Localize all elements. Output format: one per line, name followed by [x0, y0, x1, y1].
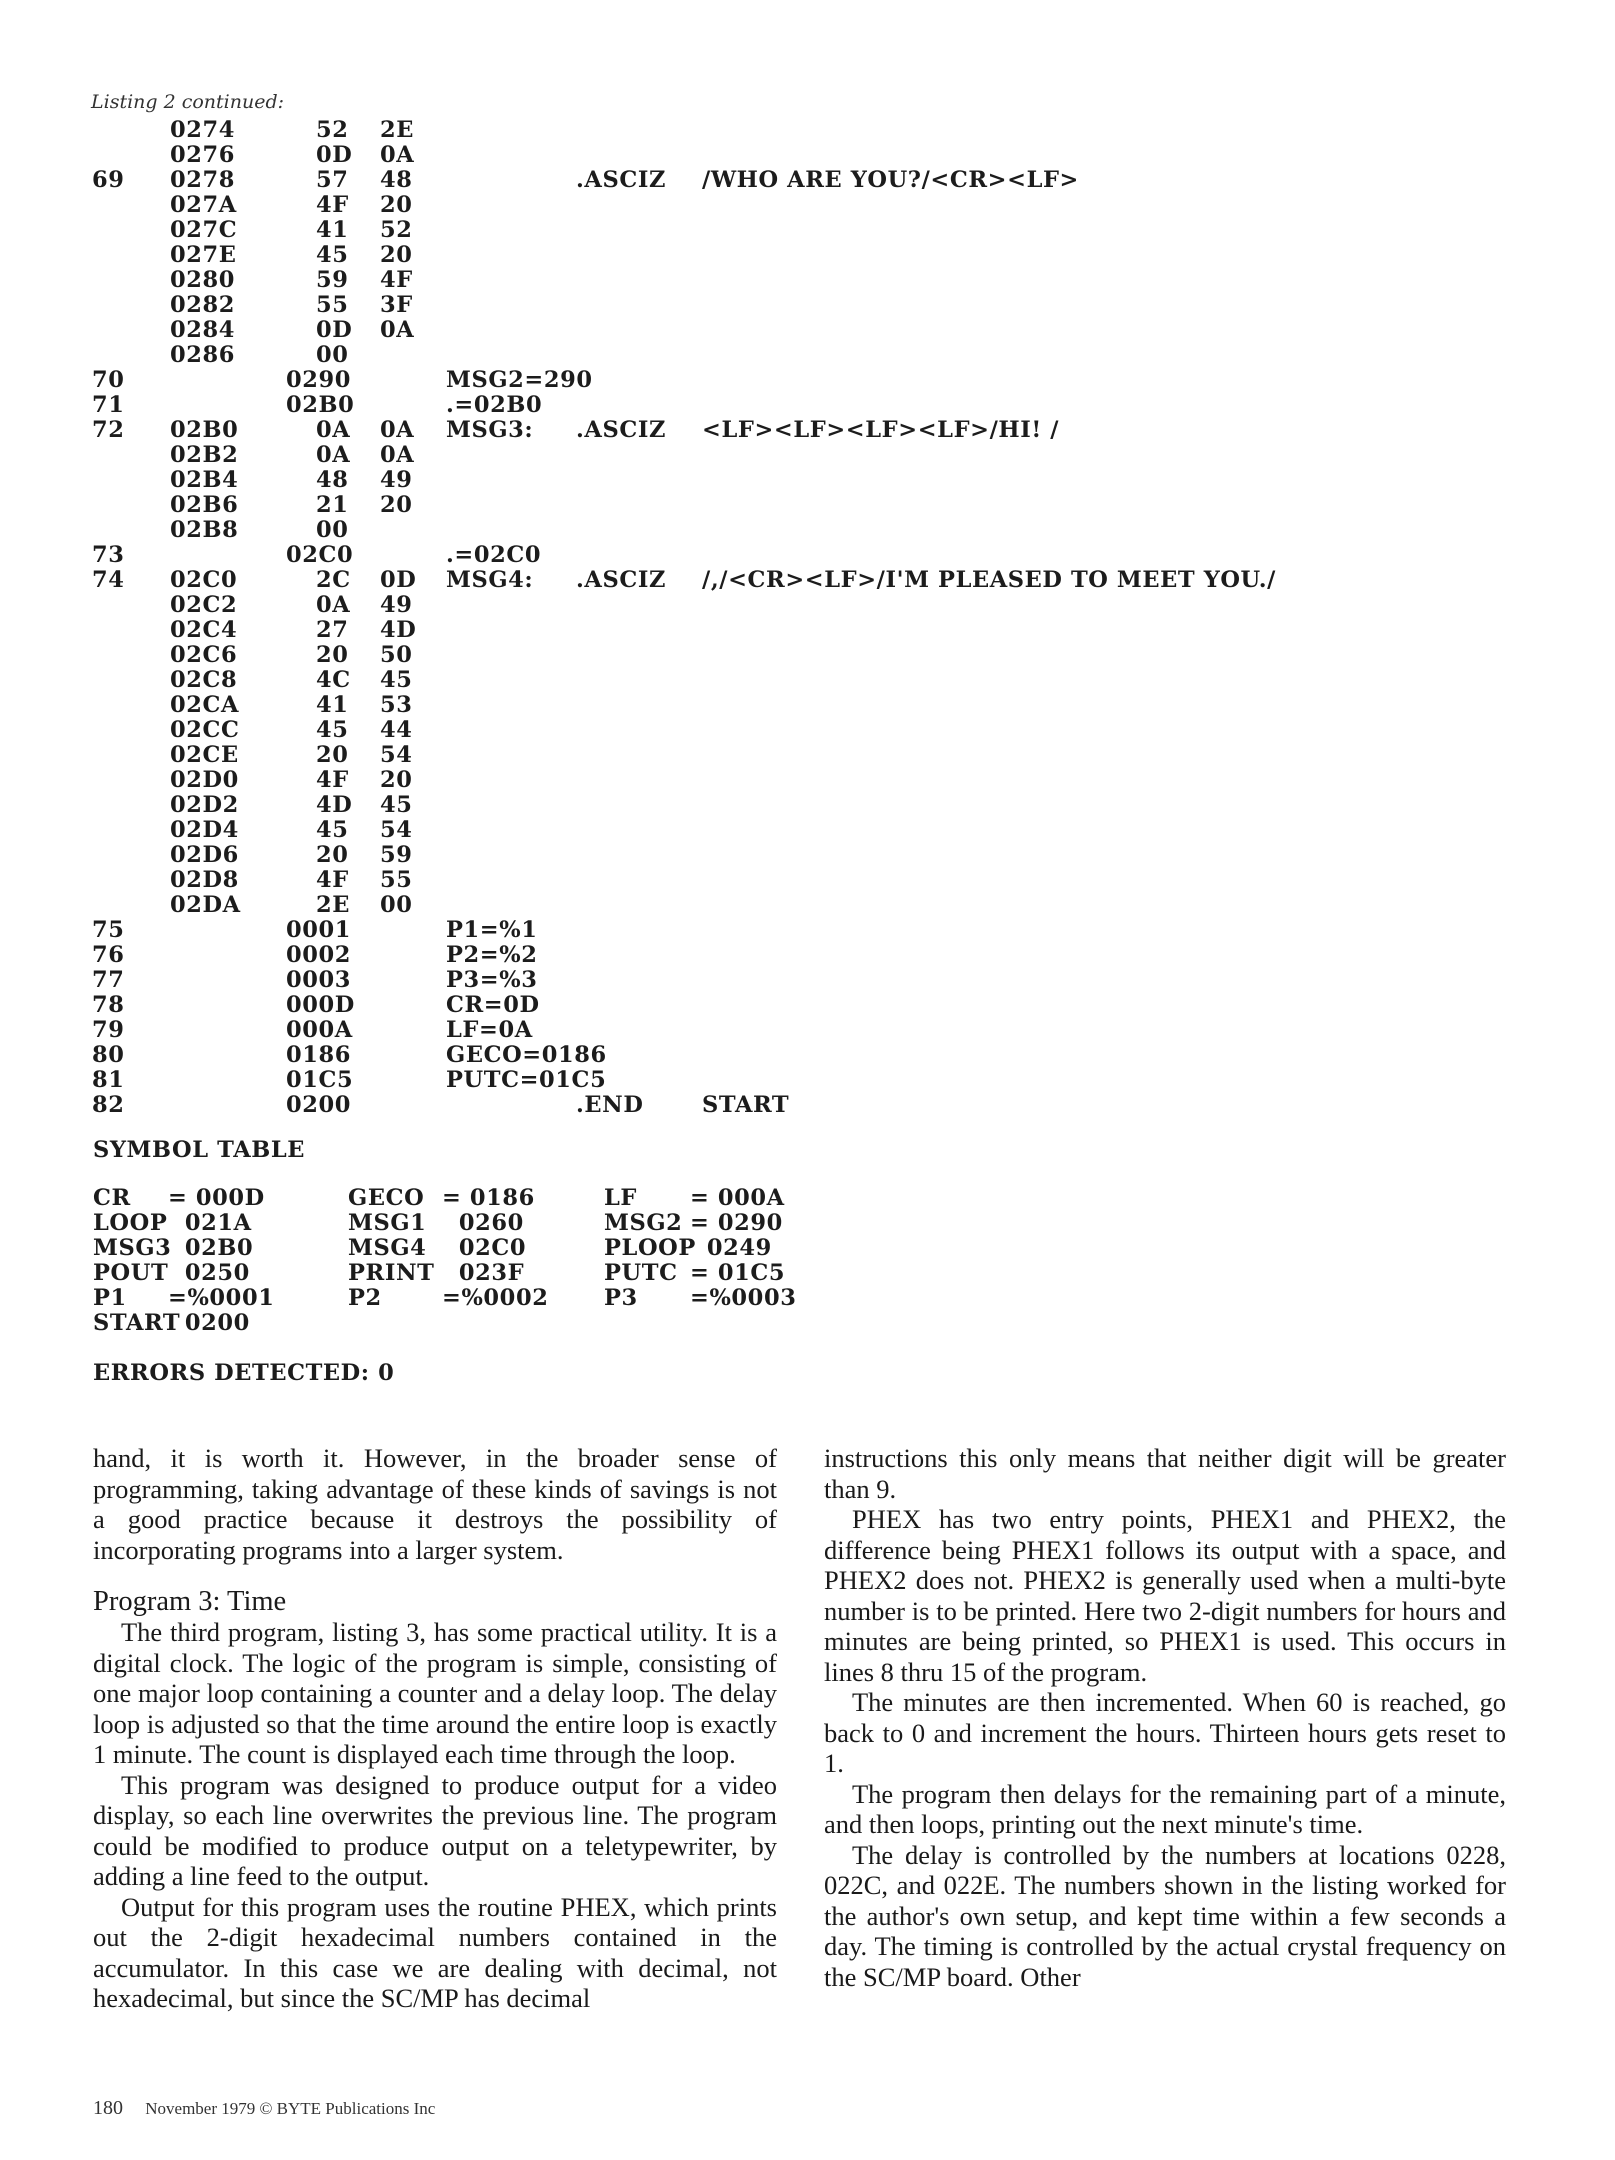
symbol-table-row: [0, 1311, 1615, 1336]
symbol-value: =%0001: [168, 1285, 275, 1311]
byte-2: 54: [380, 742, 413, 768]
listing-row: [0, 618, 1615, 643]
symbol-name: MSG1: [348, 1210, 427, 1236]
byte-2: 48: [380, 167, 413, 193]
listing-row: [0, 1093, 1615, 1118]
line-number: 80: [92, 1042, 125, 1068]
byte-2: 4F: [380, 267, 413, 293]
paragraph: This program was designed to produce output for a video display, so each line overwrites the previous line. The program could be modified to produce output on a teletypewriter, by adding a line feed to the output.: [93, 1769, 777, 1891]
value: 02C0: [286, 542, 354, 568]
listing-row: [0, 168, 1615, 193]
address: 0282: [170, 292, 236, 318]
label: LF=0A: [446, 1017, 533, 1043]
label: CR=0D: [446, 992, 540, 1018]
address: 027C: [170, 217, 238, 243]
label: PUTC=01C5: [446, 1067, 607, 1093]
address: 02D2: [170, 792, 239, 818]
symbol-value: = 000D: [168, 1185, 265, 1211]
listing-row: [0, 593, 1615, 618]
byte-2: 2E: [380, 117, 415, 143]
symbol-value: =%0002: [442, 1285, 549, 1311]
listing-row: [0, 693, 1615, 718]
address: 0278: [170, 167, 236, 193]
listing-row: [0, 268, 1615, 293]
symbol-value: 0260: [442, 1210, 524, 1236]
operand: START: [702, 1092, 790, 1118]
value: 000D: [286, 992, 355, 1018]
byte-2: 44: [380, 717, 413, 743]
byte-2: 20: [380, 192, 413, 218]
line-number: 76: [92, 942, 125, 968]
value: 0290: [286, 367, 352, 393]
symbol-name: PLOOP: [604, 1235, 696, 1261]
listing-row: [0, 668, 1615, 693]
byte-1: 52: [316, 117, 349, 143]
byte-1: 0D: [316, 142, 353, 168]
byte-2: 54: [380, 817, 413, 843]
symbol-table-row: [0, 1211, 1615, 1236]
value: 0002: [286, 942, 352, 968]
byte-1: 00: [316, 517, 349, 543]
listing-row: [0, 518, 1615, 543]
line-number: 72: [92, 417, 125, 443]
listing-row: [0, 1018, 1615, 1043]
listing-row: [0, 718, 1615, 743]
address: 027A: [170, 192, 237, 218]
listing-row: [0, 793, 1615, 818]
byte-2: 50: [380, 642, 413, 668]
paragraph: The program then delays for the remaining part of a minute, and then loops, printing out the next minute's time.: [824, 1778, 1506, 1839]
byte-1: 00: [316, 342, 349, 368]
page-number: 180: [93, 2097, 123, 2119]
listing-row: [0, 993, 1615, 1018]
byte-1: 20: [316, 642, 349, 668]
address: 02C8: [170, 667, 238, 693]
byte-1: 55: [316, 292, 349, 318]
byte-2: 20: [380, 767, 413, 793]
byte-2: 20: [380, 242, 413, 268]
line-number: 69: [92, 167, 125, 193]
line-number: 73: [92, 542, 125, 568]
symbol-value: 02C0: [442, 1235, 527, 1261]
directive: .END: [576, 1092, 644, 1118]
byte-2: 52: [380, 217, 413, 243]
line-number: 81: [92, 1067, 125, 1093]
line-number: 71: [92, 392, 125, 418]
byte-1: 4F: [316, 867, 349, 893]
line-number: 70: [92, 367, 125, 393]
operand: /WHO ARE YOU?/<CR><LF>: [702, 167, 1080, 193]
byte-1: 0A: [316, 592, 351, 618]
byte-1: 20: [316, 742, 349, 768]
byte-1: 0D: [316, 317, 353, 343]
symbol-table: [0, 1186, 1615, 1336]
symbol-value: 023F: [442, 1260, 525, 1286]
article-left-column: [93, 1443, 777, 2014]
symbol-value: 0200: [168, 1310, 250, 1336]
byte-1: 2E: [316, 892, 351, 918]
byte-2: 59: [380, 842, 413, 868]
symbol-value: 0250: [168, 1260, 250, 1286]
symbol-name: PRINT: [348, 1260, 435, 1286]
symbol-table-row: [0, 1186, 1615, 1211]
address: 02B0: [170, 417, 239, 443]
byte-2: 45: [380, 792, 413, 818]
listing-row: [0, 543, 1615, 568]
symbol-value: =%0003: [690, 1285, 797, 1311]
byte-2: 0A: [380, 317, 415, 343]
label: MSG4:: [446, 567, 534, 593]
byte-2: 49: [380, 592, 413, 618]
listing-row: [0, 1043, 1615, 1068]
byte-2: 0A: [380, 417, 415, 443]
symbol-value: 02B0: [168, 1235, 254, 1261]
label: P2=%2: [446, 942, 538, 968]
byte-2: 55: [380, 867, 413, 893]
listing-row: [0, 468, 1615, 493]
value: 0003: [286, 967, 352, 993]
byte-1: 4C: [316, 667, 351, 693]
byte-2: 3F: [380, 292, 413, 318]
byte-1: 0A: [316, 442, 351, 468]
address: 02D4: [170, 817, 239, 843]
symbol-name: MSG4: [348, 1235, 427, 1261]
symbol-name: POUT: [93, 1260, 169, 1286]
listing-row: [0, 193, 1615, 218]
label: GECO=0186: [446, 1042, 607, 1068]
symbol-value: = 0290: [690, 1210, 783, 1236]
value: 01C5: [286, 1067, 354, 1093]
directive: .ASCIZ: [576, 417, 666, 443]
address: 02CE: [170, 742, 239, 768]
listing-row: [0, 218, 1615, 243]
listing-row: [0, 943, 1615, 968]
byte-1: 4D: [316, 792, 353, 818]
byte-2: 53: [380, 692, 413, 718]
address: 02C0: [170, 567, 238, 593]
address: 0276: [170, 142, 236, 168]
paragraph: hand, it is worth it. However, in the broader sense of programming, taking advantage of these kinds of savings is not a good practice because it destroys the possibility of incorporating programs into a larger system.: [93, 1443, 777, 1565]
symbol-name: LF: [604, 1185, 637, 1211]
byte-2: 4D: [380, 617, 417, 643]
footer-credit: November 1979 © BYTE Publications Inc: [145, 2099, 436, 2118]
listing-row: [0, 768, 1615, 793]
directive: .ASCIZ: [576, 567, 666, 593]
symbol-name: MSG3: [93, 1235, 172, 1261]
byte-2: 45: [380, 667, 413, 693]
address: 02C6: [170, 642, 238, 668]
label: .=02B0: [446, 392, 543, 418]
symbol-value: = 000A: [690, 1185, 785, 1211]
value: 0186: [286, 1042, 352, 1068]
listing-row: [0, 968, 1615, 993]
paragraph: instructions this only means that neither digit will be greater than 9.: [824, 1443, 1506, 1504]
article-right-column: [824, 1443, 1506, 1992]
address: 02DA: [170, 892, 241, 918]
byte-1: 45: [316, 717, 349, 743]
byte-1: 57: [316, 167, 349, 193]
section-heading: Program 3: Time: [93, 1586, 287, 1617]
address: 02B6: [170, 492, 239, 518]
address: 02D6: [170, 842, 239, 868]
byte-2: 0A: [380, 142, 415, 168]
symbol-table-title: SYMBOL TABLE: [93, 1137, 306, 1163]
listing-row: [0, 818, 1615, 843]
address: 02CC: [170, 717, 240, 743]
label: MSG3:: [446, 417, 534, 443]
line-number: 79: [92, 1017, 125, 1043]
symbol-value: = 0186: [442, 1185, 535, 1211]
symbol-name: P3: [604, 1285, 638, 1311]
byte-1: 20: [316, 842, 349, 868]
listing-row: [0, 743, 1615, 768]
line-number: 77: [92, 967, 125, 993]
byte-1: 59: [316, 267, 349, 293]
label: P3=%3: [446, 967, 538, 993]
byte-1: 45: [316, 817, 349, 843]
listing-row: [0, 418, 1615, 443]
listing-row: [0, 493, 1615, 518]
byte-2: 49: [380, 467, 413, 493]
label: P1=%1: [446, 917, 538, 943]
listing-row: [0, 118, 1615, 143]
listing-row: [0, 843, 1615, 868]
symbol-table-row: [0, 1286, 1615, 1311]
symbol-name: GECO: [348, 1185, 425, 1211]
address: 02B2: [170, 442, 239, 468]
symbol-name: START: [93, 1310, 181, 1336]
value: 0001: [286, 917, 352, 943]
byte-1: 41: [316, 217, 349, 243]
symbol-name: PUTC: [604, 1260, 678, 1286]
listing-row: [0, 643, 1615, 668]
symbol-table-row: [0, 1236, 1615, 1261]
symbol-name: MSG2: [604, 1210, 683, 1236]
listing-row: [0, 443, 1615, 468]
line-number: 74: [92, 567, 125, 593]
address: 02C4: [170, 617, 238, 643]
value: 02B0: [286, 392, 355, 418]
listing-row: [0, 1068, 1615, 1093]
operand: /,/<CR><LF>/I'M PLEASED TO MEET YOU./: [702, 567, 1276, 593]
assembly-listing: [0, 118, 1615, 1118]
value: 000A: [286, 1017, 353, 1043]
address: 02B4: [170, 467, 239, 493]
address: 02D0: [170, 767, 239, 793]
listing-row: [0, 893, 1615, 918]
listing-row: [0, 368, 1615, 393]
byte-1: 27: [316, 617, 349, 643]
address: 0286: [170, 342, 236, 368]
listing-row: [0, 568, 1615, 593]
paragraph: The minutes are then incremented. When 60 is reached, go back to 0 and increment the hours. Thirteen hours gets reset to 1.: [824, 1687, 1506, 1778]
listing-row: [0, 393, 1615, 418]
address: 0280: [170, 267, 236, 293]
byte-1: 4F: [316, 767, 349, 793]
symbol-name: P1: [93, 1285, 127, 1311]
byte-1: 45: [316, 242, 349, 268]
byte-1: 0A: [316, 417, 351, 443]
address: 0274: [170, 117, 236, 143]
value: 0200: [286, 1092, 352, 1118]
symbol-value: 0249: [690, 1235, 772, 1261]
listing-row: [0, 868, 1615, 893]
byte-1: 4F: [316, 192, 349, 218]
errors-detected: ERRORS DETECTED: 0: [93, 1360, 395, 1386]
byte-1: 2C: [316, 567, 351, 593]
symbol-table-row: [0, 1261, 1615, 1286]
byte-2: 0A: [380, 442, 415, 468]
listing-row: [0, 143, 1615, 168]
listing-row: [0, 293, 1615, 318]
symbol-name: CR: [93, 1185, 131, 1211]
label: MSG2=290: [446, 367, 593, 393]
address: 02B8: [170, 517, 239, 543]
line-number: 78: [92, 992, 125, 1018]
address: 02C2: [170, 592, 238, 618]
page-footer: [93, 2097, 435, 2120]
paragraph: The delay is controlled by the numbers at locations 0228, 022C, and 022E. The numbers shown in the listing worked for the author's own setup, and kept time within a few seconds a day. The timing is controlled by the actual crystal frequency on the SC/MP board. Other: [824, 1839, 1506, 1992]
listing-row: [0, 318, 1615, 343]
address: 02D8: [170, 867, 239, 893]
listing-row: [0, 343, 1615, 368]
operand: <LF><LF><LF><LF>/HI! /: [702, 417, 1060, 443]
symbol-name: P2: [348, 1285, 382, 1311]
listing-caption: Listing 2 continued:: [91, 91, 285, 113]
byte-1: 48: [316, 467, 349, 493]
symbol-name: LOOP: [93, 1210, 168, 1236]
byte-1: 21: [316, 492, 349, 518]
line-number: 82: [92, 1092, 125, 1118]
address: 027E: [170, 242, 237, 268]
paragraph: The third program, listing 3, has some practical utility. It is a digital clock. The logic of the program is simple, consisting of one major loop containing a counter and a delay loop. The delay loop is adjusted so that the time around the entire loop is exactly 1 minute. The count is displayed each time through the loop.: [93, 1617, 777, 1769]
byte-1: 41: [316, 692, 349, 718]
byte-2: 0D: [380, 567, 417, 593]
address: 02CA: [170, 692, 240, 718]
symbol-value: 021A: [168, 1210, 252, 1236]
directive: .ASCIZ: [576, 167, 666, 193]
paragraph: Output for this program uses the routine PHEX, which prints out the 2-digit hexadecimal numbers contained in the accumulator. In this case we are dealing with decimal, not hexadecimal, but since the SC/MP has decimal: [93, 1891, 777, 2013]
address: 0284: [170, 317, 236, 343]
listing-row: [0, 243, 1615, 268]
paragraph: PHEX has two entry points, PHEX1 and PHEX2, the difference being PHEX1 follows its output with a space, and PHEX2 does not. PHEX2 is generally used when a multi-byte number is to be printed. Here two 2-digit numbers for hours and minutes are being printed, so PHEX1 is used. This occurs in lines 8 thru 15 of the program.: [824, 1504, 1506, 1687]
line-number: 75: [92, 917, 125, 943]
byte-2: 00: [380, 892, 413, 918]
label: .=02C0: [446, 542, 542, 568]
byte-2: 20: [380, 492, 413, 518]
symbol-value: = 01C5: [690, 1260, 786, 1286]
listing-row: [0, 918, 1615, 943]
